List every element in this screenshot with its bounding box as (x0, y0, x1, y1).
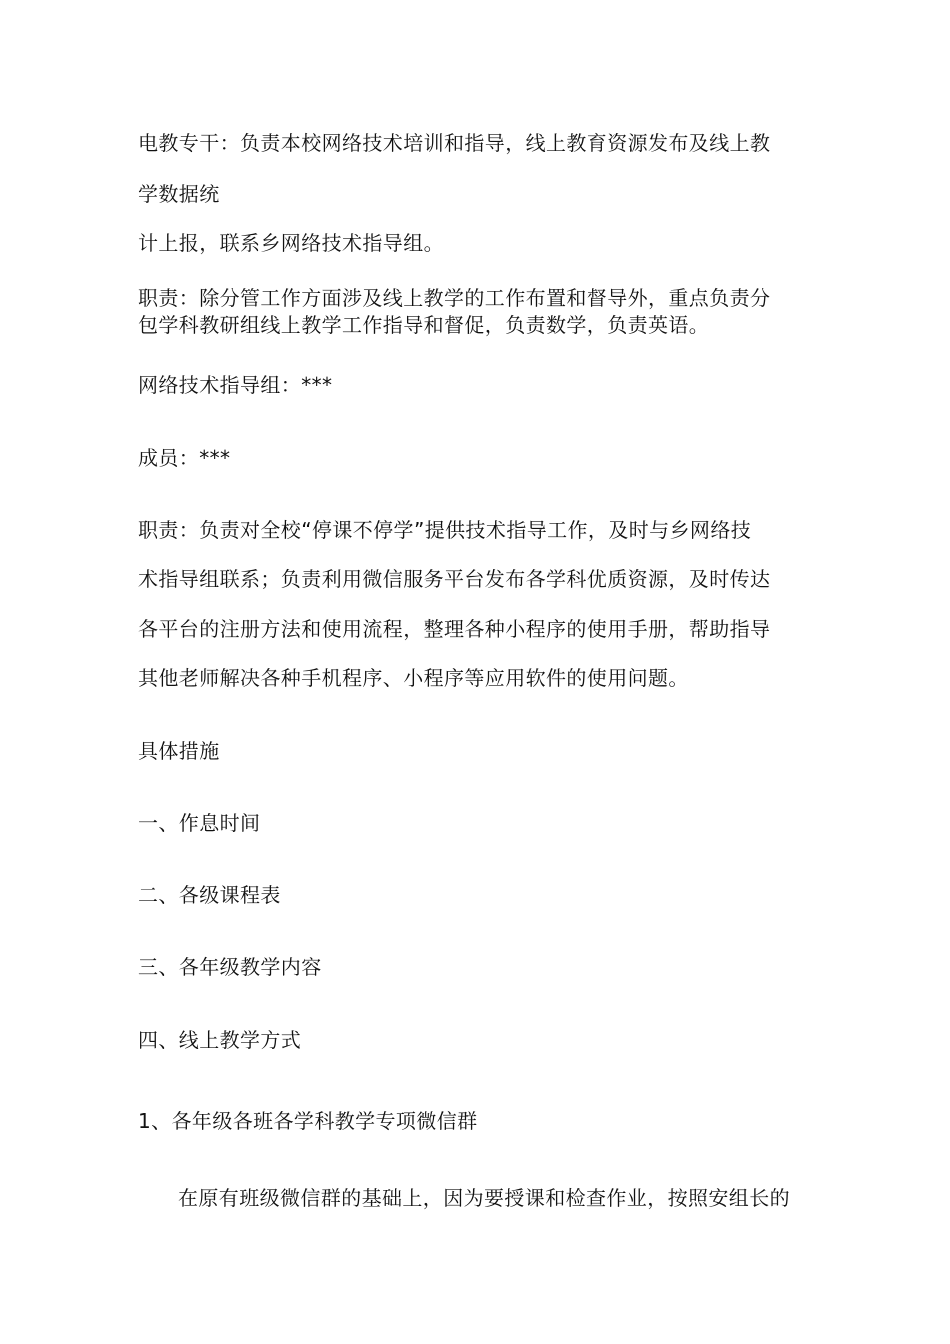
paragraph-line: 在原有班级微信群的基础上，因为要授课和检查作业，按照安组长的 (178, 1186, 790, 1210)
heading-line: 成员：*** (138, 446, 231, 470)
paragraph-line: 计上报，联系乡网络技术指导组。 (138, 231, 444, 255)
section-heading: 一、作息时间 (138, 811, 261, 835)
heading-line: 网络技术指导组：*** (138, 373, 333, 397)
paragraph-line: 职责：除分管工作方面涉及线上教学的工作布置和督导外，重点负责分 (138, 286, 771, 310)
paragraph-line: 职责：负责对全校“停课不停学”提供技术指导工作，及时与乡网络技 (138, 518, 752, 542)
paragraph-line: 学数据统 (138, 182, 220, 206)
paragraph-line: 术指导组联系；负责利用微信服务平台发布各学科优质资源，及时传达 (138, 567, 771, 591)
paragraph-line: 电教专干：负责本校网络技术培训和指导，线上教育资源发布及线上教 (138, 131, 771, 155)
paragraph-line: 其他老师解决各种手机程序、小程序等应用软件的使用问题。 (138, 666, 689, 690)
subsection-heading: 1、各年级各班各学科教学专项微信群 (138, 1109, 478, 1133)
section-heading: 四、线上教学方式 (138, 1028, 302, 1052)
paragraph-line: 包学科教研组线上教学工作指导和督促，负责数学，负责英语。 (138, 313, 710, 337)
section-heading: 二、各级课程表 (138, 883, 281, 907)
paragraph-line: 各平台的注册方法和使用流程，整理各种小程序的使用手册，帮助指导 (138, 617, 771, 641)
section-heading: 三、各年级教学内容 (138, 955, 322, 979)
section-heading: 具体措施 (138, 739, 220, 763)
